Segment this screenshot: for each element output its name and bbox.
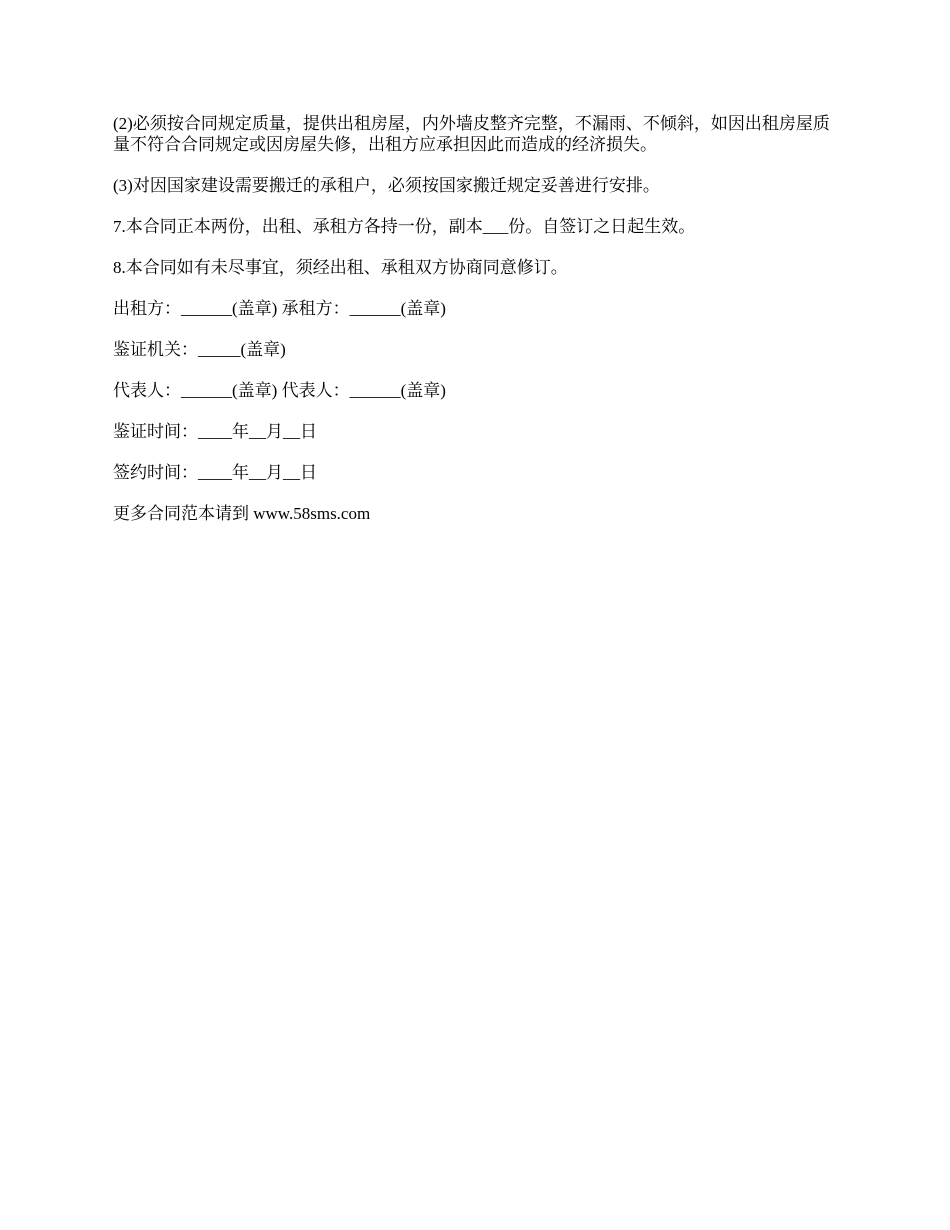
signing-date: 签约时间：____年__月__日 <box>113 463 317 482</box>
clause-2-quality: (2)必须按合同规定质量，提供出租房屋，内外墙皮整齐完整，不漏雨、不倾斜，如因出租房屋质量不符合合同规定或因房屋失修，出租方应承担因此而造成的经济损失。 <box>113 114 830 154</box>
authentication-date: 鉴证时间：____年__月__日 <box>113 422 317 441</box>
footer-more-templates: 更多合同范本请到 www.58sms.com <box>113 504 371 523</box>
signature-representatives: 代表人：______(盖章) 代表人：______(盖章) <box>113 381 446 400</box>
article-7-copies: 7.本合同正本两份，出租、承租方各持一份，副本___份。自签订之日起生效。 <box>113 217 696 236</box>
document-page <box>113 113 833 524</box>
clause-3-relocation: (3)对因国家建设需要搬迁的承租户，必须按国家搬迁规定妥善进行安排。 <box>113 176 660 195</box>
article-8-amendments: 8.本合同如有未尽事宜，须经出租、承租双方协商同意修订。 <box>113 258 568 277</box>
signature-authority: 鉴证机关：_____(盖章) <box>113 340 286 359</box>
signature-lessor-lessee: 出租方：______(盖章) 承租方：______(盖章) <box>113 299 446 318</box>
